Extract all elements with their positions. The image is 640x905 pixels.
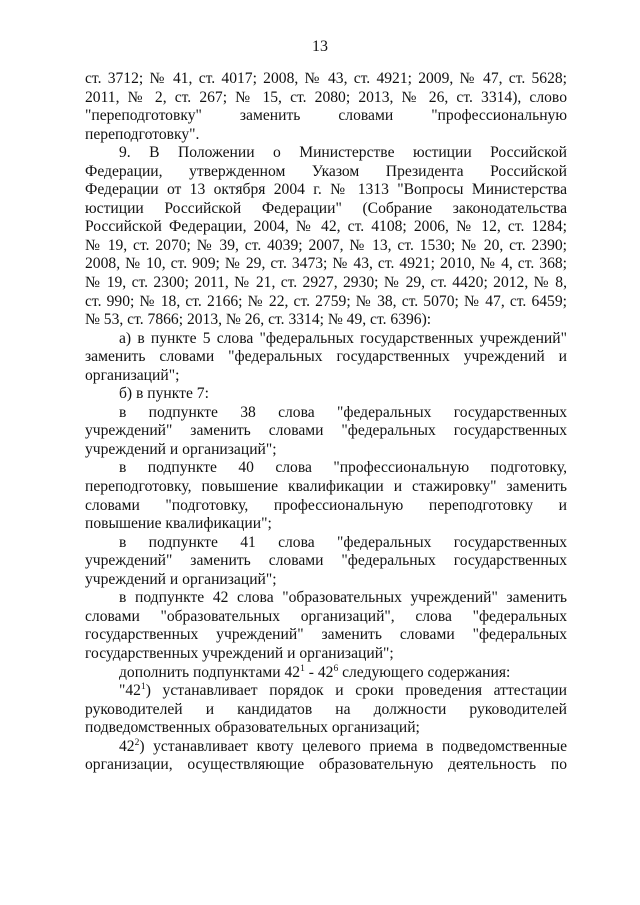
text-line: [85, 664, 567, 683]
text-line: организаций";: [85, 366, 180, 384]
text-line: государственных учреждений" заменить словами "федеральных: [85, 626, 567, 644]
text-segment: дополнить подпунктами 42: [119, 663, 301, 681]
text-line: [85, 682, 567, 701]
superscript: 6: [333, 663, 339, 674]
superscript: 1: [300, 663, 305, 674]
text-line: повышение квалификации";: [85, 515, 272, 533]
superscript: 1: [140, 682, 146, 693]
text-line: переподготовку".: [85, 125, 200, 143]
text-line: учреждений и организаций";: [85, 440, 277, 458]
text-line: в подпункте 38 слова "федеральных государственных: [119, 403, 567, 421]
text-line: ст. 990; № 18, ст. 2166; № 22, ст. 2759; № 38, ст. 5070; № 47, ст. 6459;: [85, 292, 567, 310]
text-line: ст. 3712; № 41, ст. 4017; 2008, № 43, ст. 4921; 2009, № 47, ст. 5628;: [85, 70, 567, 87]
text-line: [85, 738, 567, 757]
text-segment: 42: [119, 737, 135, 755]
text-line: учреждений" заменить словами "федеральных государственных: [85, 422, 567, 440]
text-line: государственных учреждений и организаций";: [85, 644, 394, 662]
document-body: [85, 70, 567, 775]
text-segment: "42: [119, 682, 141, 700]
text-segment: следующего содержания:: [338, 663, 511, 681]
text-line: а) в пункте 5 слова "федеральных государственных учреждений": [119, 329, 567, 347]
superscript: 2: [134, 737, 140, 748]
text-line: юстиции Российской Федерации" (Собрание законодательства: [85, 199, 567, 217]
text-line: в подпункте 42 слова "образовательных учреждений" заменить: [119, 589, 567, 607]
text-line: организации, осуществляющие образовательную деятельность по: [85, 756, 567, 774]
text-line: словами "образовательных организаций", слова "федеральных: [85, 607, 567, 625]
text-line: № 53, ст. 7866; 2013, № 26, ст. 3314; № 49, ст. 6396):: [85, 311, 432, 329]
text-segment: - 42: [304, 663, 334, 681]
text-line: Федерации, утвержденном Указом Президента Российской: [85, 162, 567, 180]
text-line: "переподготовку" заменить словами "профессиональную: [85, 107, 567, 125]
text-line: Российской Федерации, 2004, № 42, ст. 4108; 2006, № 12, ст. 1284;: [85, 218, 567, 236]
text-line: подведомственных образовательных организаций;: [85, 719, 420, 737]
text-line: учреждений" заменить словами "федеральных государственных: [85, 552, 567, 570]
text-line: 9. В Положении о Министерстве юстиции Российской: [119, 144, 567, 162]
text-line: словами "подготовку, профессиональную переподготовку и: [85, 496, 567, 514]
text-line: заменить словами "федеральных государственных учреждений и: [85, 348, 567, 366]
text-line: 2011, № 2, ст. 267; № 15, ст. 2080; 2013, № 26, ст. 3314), слово: [85, 88, 567, 106]
text-line: руководителей и кандидатов на должности руководителей: [85, 700, 567, 718]
text-line: № 19, ст. 2300; 2011, № 21, ст. 2927, 2930; № 29, ст. 4420; 2012, № 8,: [85, 274, 567, 292]
text-line: в подпункте 40 слова "профессиональную подготовку,: [119, 459, 567, 477]
text-line: переподготовку, повышение квалификации и стажировку" заменить: [85, 478, 567, 496]
text-line: № 19, ст. 2070; № 39, ст. 4039; 2007, № 13, ст. 1530; № 20, ст. 2390;: [85, 236, 567, 254]
page-number: 13: [312, 38, 328, 55]
text-line: Федерации от 13 октября 2004 г. № 1313 "Вопросы Министерства: [85, 181, 567, 199]
text-line: в подпункте 41 слова "федеральных государственных: [119, 533, 567, 551]
text-line: учреждений и организаций";: [85, 570, 277, 588]
text-line: б) в пункте 7:: [119, 385, 209, 403]
text-segment: ) устанавливает порядок и сроки проведения аттестации: [145, 682, 567, 700]
text-line: 2008, № 10, ст. 909; № 29, ст. 3473; № 43, ст. 4921; 2010, № 4, ст. 368;: [85, 255, 567, 273]
text-segment: ) устанавливает квоту целевого приема в подведомственные: [139, 737, 567, 755]
